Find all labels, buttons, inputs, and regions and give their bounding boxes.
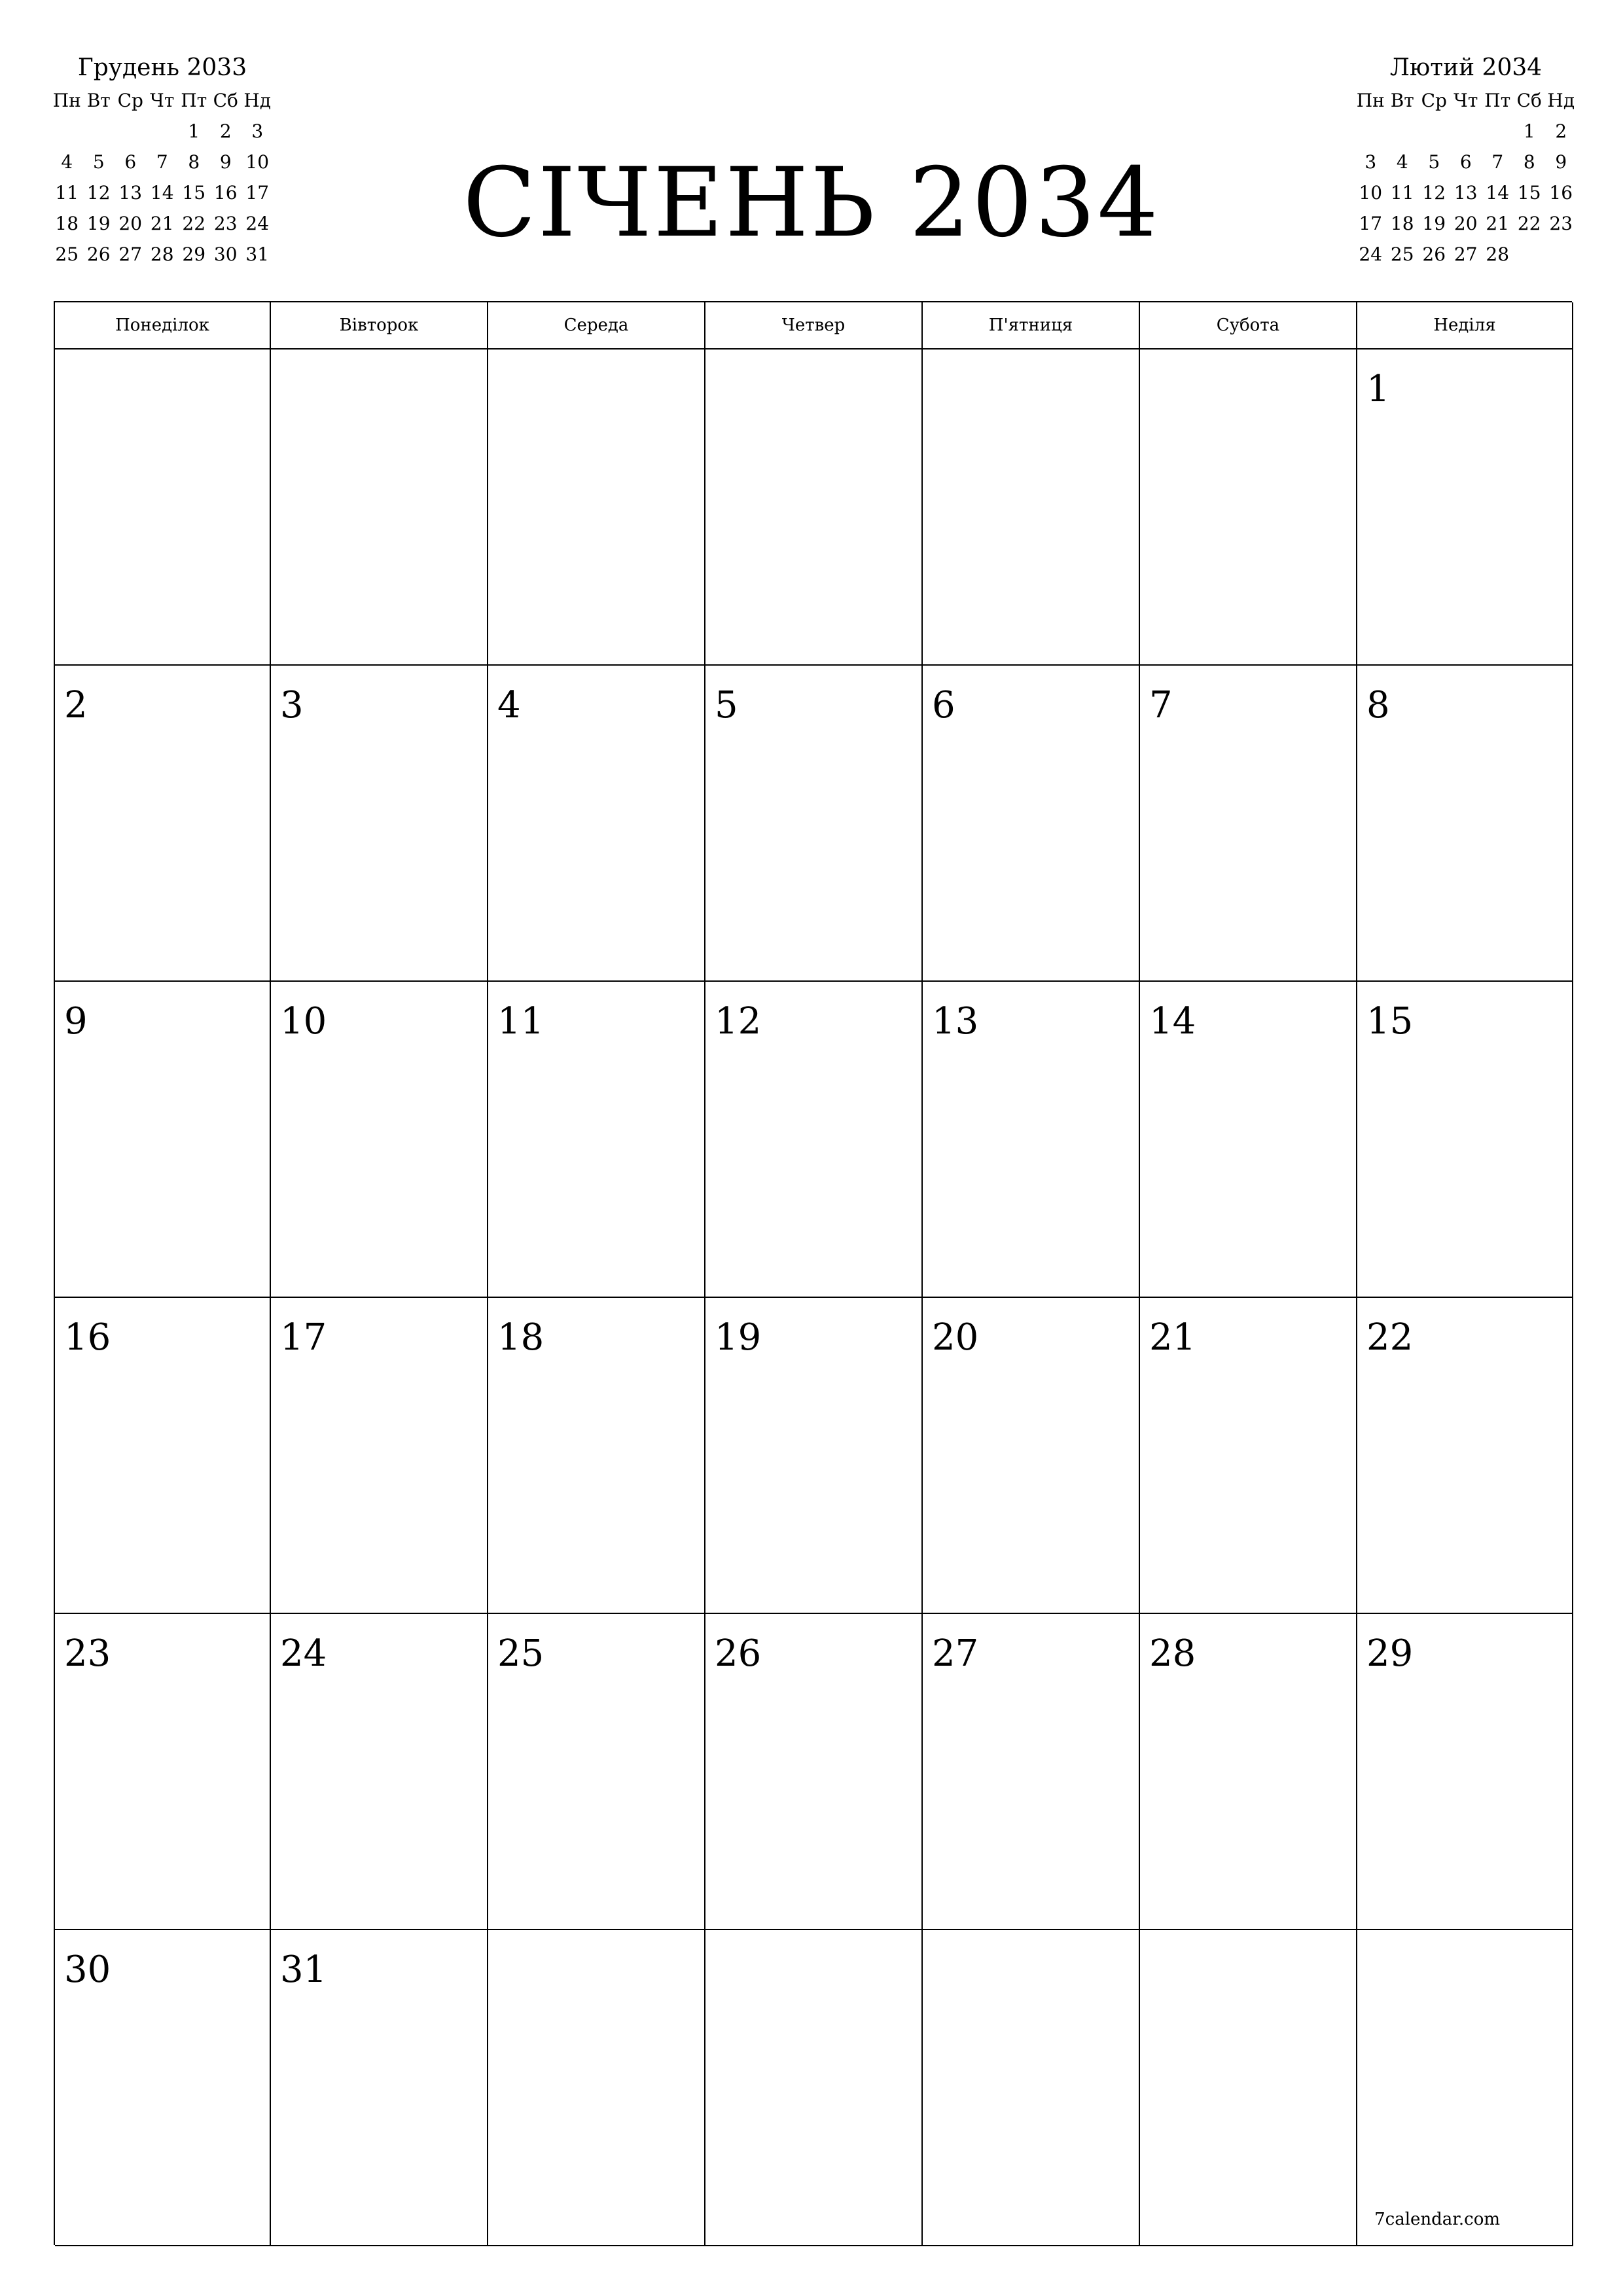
mini-day: 20: [118, 213, 143, 234]
mini-day: 4: [61, 151, 73, 173]
day-cell: [55, 1930, 271, 2246]
day-number: 15: [1366, 1000, 1414, 1043]
day-number: 6: [932, 684, 955, 726]
mini-day: 22: [182, 213, 206, 234]
day-cell: [705, 1614, 923, 1930]
mini-day: 8: [188, 151, 200, 173]
mini-day: 17: [1359, 213, 1383, 234]
day-cell: [705, 350, 923, 666]
day-cell: [488, 350, 705, 666]
day-number: 12: [715, 1000, 762, 1043]
mini-day: [1482, 116, 1514, 147]
mini-day: [1387, 116, 1419, 147]
mini-day: 25: [55, 243, 79, 265]
mini-day: 26: [86, 243, 111, 265]
mini-day: 16: [1549, 182, 1573, 204]
mini-day: 28: [1486, 243, 1510, 265]
day-cell: [55, 666, 271, 982]
mini-day: [115, 116, 147, 147]
day-cell: [271, 1930, 488, 2246]
mini-calendar-grid: [51, 85, 274, 270]
day-number: 9: [64, 1000, 88, 1043]
day-cell: [271, 1614, 488, 1930]
mini-day: 24: [1359, 243, 1383, 265]
day-cell: [1140, 350, 1357, 666]
weeks: [55, 350, 1572, 2246]
month-grid: [54, 301, 1572, 2245]
day-number: 26: [715, 1632, 762, 1675]
mini-day: 27: [1454, 243, 1478, 265]
mini-day: 6: [1459, 151, 1472, 173]
day-cell: [1140, 982, 1357, 1298]
day-cell: [488, 666, 705, 982]
mini-day: [1450, 116, 1482, 147]
day-cell: [923, 350, 1140, 666]
day-cell: [488, 982, 705, 1298]
day-cell: [923, 1614, 1140, 1930]
day-cell: [271, 1298, 488, 1614]
day-number: 14: [1149, 1000, 1196, 1043]
day-number: 17: [280, 1316, 327, 1359]
mini-day: 22: [1517, 213, 1541, 234]
day-cell: [55, 1614, 271, 1930]
mini-day: 2: [219, 120, 232, 142]
mini-day: 25: [1390, 243, 1414, 265]
day-number: 5: [715, 684, 738, 726]
mini-day: [1355, 116, 1387, 147]
week-row: [55, 982, 1572, 1298]
mini-day: 7: [156, 151, 168, 173]
mini-calendar-grid: [1355, 85, 1577, 270]
day-number: 19: [715, 1316, 762, 1359]
day-cell: [705, 982, 923, 1298]
mini-day: 14: [1486, 182, 1510, 204]
day-number: 27: [932, 1632, 979, 1675]
mini-day: 19: [1422, 213, 1446, 234]
day-number: 28: [1149, 1632, 1196, 1675]
mini-day: 26: [1422, 243, 1446, 265]
mini-day: 13: [1454, 182, 1478, 204]
day-number: 29: [1366, 1632, 1414, 1675]
mini-day: 1: [188, 120, 200, 142]
mini-weekday-label: Нд: [243, 90, 272, 111]
day-cell: [271, 982, 488, 1298]
mini-day: 31: [245, 243, 270, 265]
day-cell: [705, 666, 923, 982]
mini-day: 23: [1549, 213, 1573, 234]
mini-day: 9: [219, 151, 232, 173]
mini-weekday-label: Сб: [213, 90, 238, 111]
day-cell: [55, 350, 271, 666]
mini-day: 28: [150, 243, 174, 265]
mini-day: 4: [1396, 151, 1408, 173]
day-number: 11: [497, 1000, 544, 1043]
day-number: 25: [497, 1632, 544, 1675]
mini-weekday-label: Пн: [1356, 90, 1385, 111]
page-title: СІЧЕНЬ 2034: [463, 147, 1160, 259]
mini-weekday-label: Сб: [1516, 90, 1542, 111]
mini-day: 23: [213, 213, 238, 234]
mini-day: 21: [1486, 213, 1510, 234]
day-number: 2: [64, 684, 88, 726]
mini-calendar-next-month: [1355, 51, 1577, 270]
day-cell: [1357, 1614, 1573, 1930]
mini-day: 17: [245, 182, 270, 204]
day-number: 23: [64, 1632, 111, 1675]
weekday-header: Середа: [488, 302, 705, 350]
weekday-header: Неділя: [1357, 302, 1573, 350]
mini-calendar-title: Лютий 2034: [1389, 54, 1543, 81]
mini-weekday-label: Ср: [117, 90, 143, 111]
day-number: 21: [1149, 1316, 1196, 1359]
mini-day: 5: [92, 151, 105, 173]
day-cell: [923, 1298, 1140, 1614]
mini-day: 27: [118, 243, 143, 265]
mini-weekday-label: Чт: [150, 90, 175, 111]
mini-day: 1: [1523, 120, 1535, 142]
day-number: 7: [1149, 684, 1173, 726]
mini-day: 12: [86, 182, 111, 204]
mini-day: 10: [1359, 182, 1383, 204]
mini-day: 15: [1517, 182, 1541, 204]
day-cell: [705, 1298, 923, 1614]
mini-day: 11: [55, 182, 79, 204]
day-cell: [1140, 1614, 1357, 1930]
day-number: 24: [280, 1632, 327, 1675]
mini-weekday-label: Вт: [86, 90, 111, 111]
mini-day: 30: [213, 243, 238, 265]
day-number: 10: [280, 1000, 327, 1043]
day-cell: [1140, 1298, 1357, 1614]
day-cell: [1140, 1930, 1357, 2246]
mini-day: 21: [150, 213, 174, 234]
mini-day: 20: [1454, 213, 1478, 234]
day-number: 1: [1366, 368, 1390, 410]
day-cell: [1357, 666, 1573, 982]
day-number: 22: [1366, 1316, 1414, 1359]
mini-day: 16: [213, 182, 238, 204]
mini-day: 12: [1422, 182, 1446, 204]
day-cell: [705, 1930, 923, 2246]
mini-day: 14: [150, 182, 174, 204]
watermark-text: 7calendar.com: [1374, 2210, 1500, 2229]
mini-day: 24: [245, 213, 270, 234]
weekday-header: Четвер: [705, 302, 923, 350]
weekday-header: Субота: [1140, 302, 1357, 350]
day-cell: [488, 1614, 705, 1930]
mini-day: 11: [1390, 182, 1414, 204]
day-cell: [488, 1930, 705, 2246]
mini-weekday-label: Пн: [52, 90, 81, 111]
weekday-header: Понеділок: [55, 302, 271, 350]
mini-day: 10: [245, 151, 270, 173]
mini-day: [83, 116, 115, 147]
day-cell: [1357, 350, 1573, 666]
mini-weekday-label: Чт: [1454, 90, 1478, 111]
day-number: 18: [497, 1316, 544, 1359]
mini-weekday-label: Пт: [1484, 90, 1511, 111]
mini-day: 8: [1523, 151, 1535, 173]
day-number: 30: [64, 1948, 111, 1991]
week-row: [55, 666, 1572, 982]
week-row: [55, 1614, 1572, 1930]
mini-calendar-previous-month: [51, 51, 274, 270]
mini-day: 13: [118, 182, 143, 204]
day-cell: [1140, 666, 1357, 982]
day-number: 4: [497, 684, 521, 726]
mini-day: 2: [1555, 120, 1567, 142]
mini-day: 9: [1555, 151, 1567, 173]
day-cell: [1357, 982, 1573, 1298]
mini-day: 3: [251, 120, 264, 142]
day-cell: [488, 1298, 705, 1614]
day-cell: [271, 350, 488, 666]
day-cell: [271, 666, 488, 982]
week-row: [55, 1930, 1572, 2246]
mini-day: [1418, 116, 1450, 147]
mini-day: 3: [1364, 151, 1377, 173]
mini-day: 29: [182, 243, 206, 265]
mini-day: 18: [55, 213, 79, 234]
mini-day: 19: [86, 213, 111, 234]
day-number: 31: [280, 1948, 327, 1991]
day-number: 3: [280, 684, 304, 726]
day-number: 20: [932, 1316, 979, 1359]
week-row: [55, 1298, 1572, 1614]
mini-weekday-label: Вт: [1390, 90, 1414, 111]
mini-day: 6: [124, 151, 137, 173]
day-cell: [1357, 1930, 1573, 2246]
weekday-header: П'ятниця: [923, 302, 1140, 350]
day-cell: [923, 982, 1140, 1298]
mini-calendar-title: Грудень 2033: [77, 54, 247, 81]
mini-day: 7: [1491, 151, 1504, 173]
mini-day: [147, 116, 179, 147]
weekday-header: Вівторок: [271, 302, 488, 350]
day-cell: [923, 666, 1140, 982]
day-cell: [55, 982, 271, 1298]
day-number: 13: [932, 1000, 979, 1043]
day-number: 8: [1366, 684, 1390, 726]
mini-day: 15: [182, 182, 206, 204]
mini-day: [51, 116, 83, 147]
day-cell: [923, 1930, 1140, 2246]
weekday-header-row: [55, 302, 1572, 350]
day-cell: [55, 1298, 271, 1614]
mini-weekday-label: Пт: [181, 90, 207, 111]
day-number: 16: [64, 1316, 111, 1359]
week-row: [55, 350, 1572, 666]
mini-day: 5: [1428, 151, 1440, 173]
mini-weekday-label: Ср: [1421, 90, 1447, 111]
mini-day: 18: [1390, 213, 1414, 234]
mini-weekday-label: Нд: [1547, 90, 1575, 111]
day-cell: [1357, 1298, 1573, 1614]
